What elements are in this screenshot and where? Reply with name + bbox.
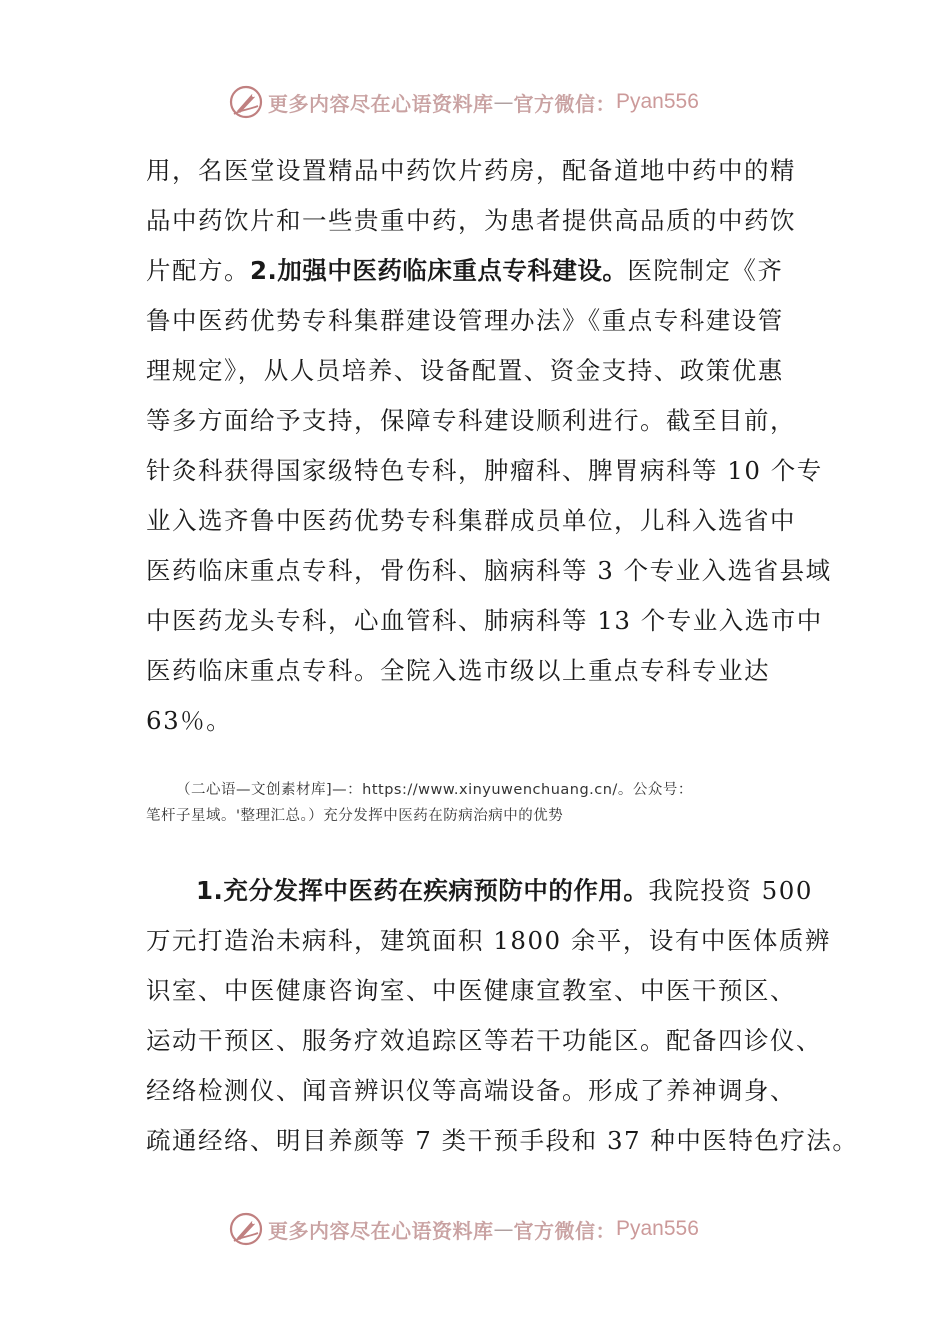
source-note-line: （二心语—文创素材库]—：https://www.xinyuwenchuang.cn/。公众号： <box>176 782 693 798</box>
watermark-official-label: 官方微信： <box>513 1218 616 1243</box>
section1-line: 医药临床重点专科，骨伤科、脑病科等 3 个专业入选省县域 <box>146 556 832 585</box>
watermark-wechat-id: Pyan556 <box>616 90 699 113</box>
section1-heading-2: 2.加强中医药临床重点专科建设。 <box>250 256 628 285</box>
section1-line: 63％。 <box>146 706 233 735</box>
watermark-wechat-id: Pyan556 <box>616 1217 699 1240</box>
watermark-main-text: 更多内容尽在心语资料库 <box>268 1218 494 1243</box>
section1-line3-prefix: 片配方。 <box>146 256 250 285</box>
section2-line1-rest: 我院投资 500 <box>648 876 813 905</box>
section2-line: 万元打造治未病科，建筑面积 1800 余平，设有中医体质辨 <box>146 926 831 955</box>
watermark-separator: — <box>493 1217 514 1241</box>
section1-line: 业入选齐鲁中医药优势专科集群成员单位，儿科入选省中 <box>146 506 796 535</box>
watermark-main-text: 更多内容尽在心语资料库 <box>268 91 494 116</box>
section2-line: 运动干预区、服务疗效追踪区等若干功能区。配备四诊仪、 <box>146 1026 822 1055</box>
watermark-separator: — <box>493 90 514 114</box>
section1-line: 等多方面给予支持，保障专科建设顺利进行。截至目前， <box>146 406 796 435</box>
section2-line: 经络检测仪、闻音辨识仪等高端设备。形成了养神调身、 <box>146 1076 796 1105</box>
section1-line: 中医药龙头专科，心血管科、肺病科等 13 个专业入选市中 <box>146 606 823 635</box>
watermark-banner-top <box>228 82 699 122</box>
section1-line3-suffix: 医院制定《齐 <box>627 256 784 285</box>
source-note <box>146 777 806 829</box>
section2-body <box>146 866 859 1166</box>
pen-logo-icon <box>228 1211 264 1247</box>
section2-line-heading <box>146 866 816 916</box>
section1-line: 鲁中医药优势专科集群建设管理办法》《重点专科建设管 <box>146 306 784 335</box>
source-note-line: 笔杆子星域。'整理汇总。）充分发挥中医药在防病治病中的优势 <box>146 808 564 824</box>
section1-line: 理规定》，从人员培养、设备配置、资金支持、政策优惠 <box>146 356 784 385</box>
section2-line: 疏通经络、明目养颜等 7 类干预手段和 37 种中医特色疗法。 <box>146 1126 859 1155</box>
watermark-banner-bottom <box>228 1209 699 1249</box>
section1-line: 针灸科获得国家级特色专科，肿瘤科、脾胃病科等 10 个专 <box>146 456 823 485</box>
section1-line: 医药临床重点专科。全院入选市级以上重点专科专业达 <box>146 656 770 685</box>
section1-line-heading <box>146 246 816 296</box>
section1-line: 品中药饮片和一些贵重中药，为患者提供高品质的中药饮 <box>146 206 796 235</box>
section1-line: 用，名医堂设置精品中药饮片药房，配备道地中药中的精 <box>146 156 796 185</box>
pen-logo-icon <box>228 84 264 120</box>
watermark-official-label: 官方微信： <box>513 91 616 116</box>
section2-line: 识室、中医健康咨询室、中医健康宣教室、中医干预区、 <box>146 976 796 1005</box>
section1-body <box>146 146 832 746</box>
section2-heading-1: 1.充分发挥中医药在疾病预防中的作用。 <box>196 876 649 905</box>
